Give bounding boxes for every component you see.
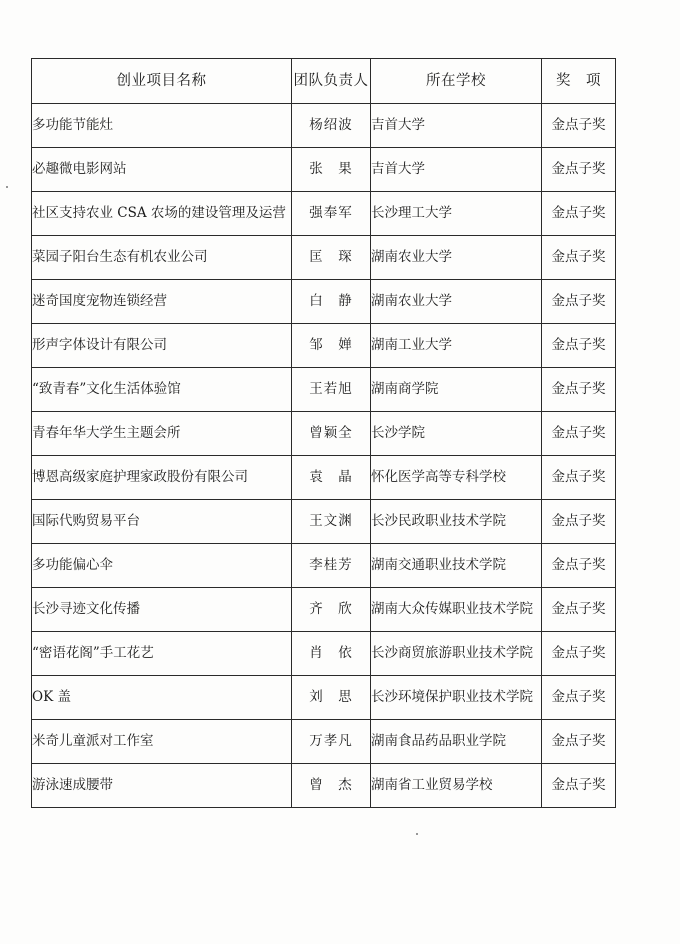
award-cell: 金点子奖: [542, 148, 616, 192]
project-name-cell: 必趣微电影网站: [32, 148, 292, 192]
school-cell: 湖南商学院: [371, 368, 542, 412]
project-name-cell: 菜园子阳台生态有机农业公司: [32, 236, 292, 280]
school-cell: 湖南食品药品职业学院: [371, 720, 542, 764]
team-leader-cell: 袁 晶: [292, 456, 371, 500]
table-header-row: [32, 59, 616, 104]
award-cell: 金点子奖: [542, 412, 616, 456]
award-cell: 金点子奖: [542, 720, 616, 764]
table-row: [32, 588, 616, 632]
team-leader-cell: 万孝凡: [292, 720, 371, 764]
scan-speck: [6, 186, 8, 188]
school-cell: 湖南农业大学: [371, 280, 542, 324]
table-row: [32, 104, 616, 148]
table-row: [32, 192, 616, 236]
project-name-cell: 游泳速成腰带: [32, 764, 292, 808]
award-cell: 金点子奖: [542, 544, 616, 588]
award-cell: 金点子奖: [542, 104, 616, 148]
project-name-cell: 多功能节能灶: [32, 104, 292, 148]
table-row: [32, 676, 616, 720]
award-cell: 金点子奖: [542, 456, 616, 500]
table-row: [32, 720, 616, 764]
project-name-cell: “密语花阁”手工花艺: [32, 632, 292, 676]
header-project-name: 创业项目名称: [32, 59, 292, 104]
team-leader-cell: 杨绍波: [292, 104, 371, 148]
project-name-cell: 迷奇国度宠物连锁经营: [32, 280, 292, 324]
header-team-leader: 团队负责人: [292, 59, 371, 104]
table-row: [32, 764, 616, 808]
team-leader-cell: 齐 欣: [292, 588, 371, 632]
table-row: [32, 368, 616, 412]
awards-table: [31, 58, 616, 808]
table-row: [32, 544, 616, 588]
header-award: 奖 项: [542, 59, 616, 104]
team-leader-cell: 李桂芳: [292, 544, 371, 588]
school-cell: 长沙理工大学: [371, 192, 542, 236]
school-cell: 吉首大学: [371, 148, 542, 192]
project-name-cell: 长沙寻迹文化传播: [32, 588, 292, 632]
table-row: [32, 148, 616, 192]
school-cell: 湖南交通职业技术学院: [371, 544, 542, 588]
project-name-cell: 形声字体设计有限公司: [32, 324, 292, 368]
team-leader-cell: 曾颖全: [292, 412, 371, 456]
table-row: [32, 236, 616, 280]
award-cell: 金点子奖: [542, 676, 616, 720]
team-leader-cell: 邹 婵: [292, 324, 371, 368]
table-row: [32, 632, 616, 676]
team-leader-cell: 匡 琛: [292, 236, 371, 280]
school-cell: 长沙商贸旅游职业技术学院: [371, 632, 542, 676]
team-leader-cell: 强奉军: [292, 192, 371, 236]
team-leader-cell: 王文渊: [292, 500, 371, 544]
team-leader-cell: 张 果: [292, 148, 371, 192]
table-row: [32, 412, 616, 456]
school-cell: 长沙学院: [371, 412, 542, 456]
table-row: [32, 280, 616, 324]
team-leader-cell: 刘 思: [292, 676, 371, 720]
project-name-cell: 国际代购贸易平台: [32, 500, 292, 544]
school-cell: 长沙民政职业技术学院: [371, 500, 542, 544]
team-leader-cell: 肖 依: [292, 632, 371, 676]
award-cell: 金点子奖: [542, 236, 616, 280]
award-cell: 金点子奖: [542, 192, 616, 236]
award-cell: 金点子奖: [542, 324, 616, 368]
project-name-cell: “致青春”文化生活体验馆: [32, 368, 292, 412]
award-cell: 金点子奖: [542, 588, 616, 632]
school-cell: 怀化医学高等专科学校: [371, 456, 542, 500]
award-cell: 金点子奖: [542, 632, 616, 676]
school-cell: 长沙环境保护职业技术学院: [371, 676, 542, 720]
project-name-cell: OK 盖: [32, 676, 292, 720]
award-cell: 金点子奖: [542, 280, 616, 324]
project-name-cell: 多功能偏心伞: [32, 544, 292, 588]
school-cell: 湖南农业大学: [371, 236, 542, 280]
project-name-cell: 米奇儿童派对工作室: [32, 720, 292, 764]
scan-speck: [416, 833, 418, 835]
school-cell: 湖南大众传媒职业技术学院: [371, 588, 542, 632]
table-row: [32, 324, 616, 368]
team-leader-cell: 王若旭: [292, 368, 371, 412]
award-cell: 金点子奖: [542, 764, 616, 808]
table-row: [32, 500, 616, 544]
school-cell: 吉首大学: [371, 104, 542, 148]
school-cell: 湖南工业大学: [371, 324, 542, 368]
header-school: 所在学校: [371, 59, 542, 104]
project-name-cell: 博恩高级家庭护理家政股份有限公司: [32, 456, 292, 500]
school-cell: 湖南省工业贸易学校: [371, 764, 542, 808]
project-name-cell: 青春年华大学生主题会所: [32, 412, 292, 456]
team-leader-cell: 白 静: [292, 280, 371, 324]
team-leader-cell: 曾 杰: [292, 764, 371, 808]
award-cell: 金点子奖: [542, 500, 616, 544]
table-row: [32, 456, 616, 500]
project-name-cell: 社区支持农业 CSA 农场的建设管理及运营: [32, 192, 292, 236]
award-cell: 金点子奖: [542, 368, 616, 412]
